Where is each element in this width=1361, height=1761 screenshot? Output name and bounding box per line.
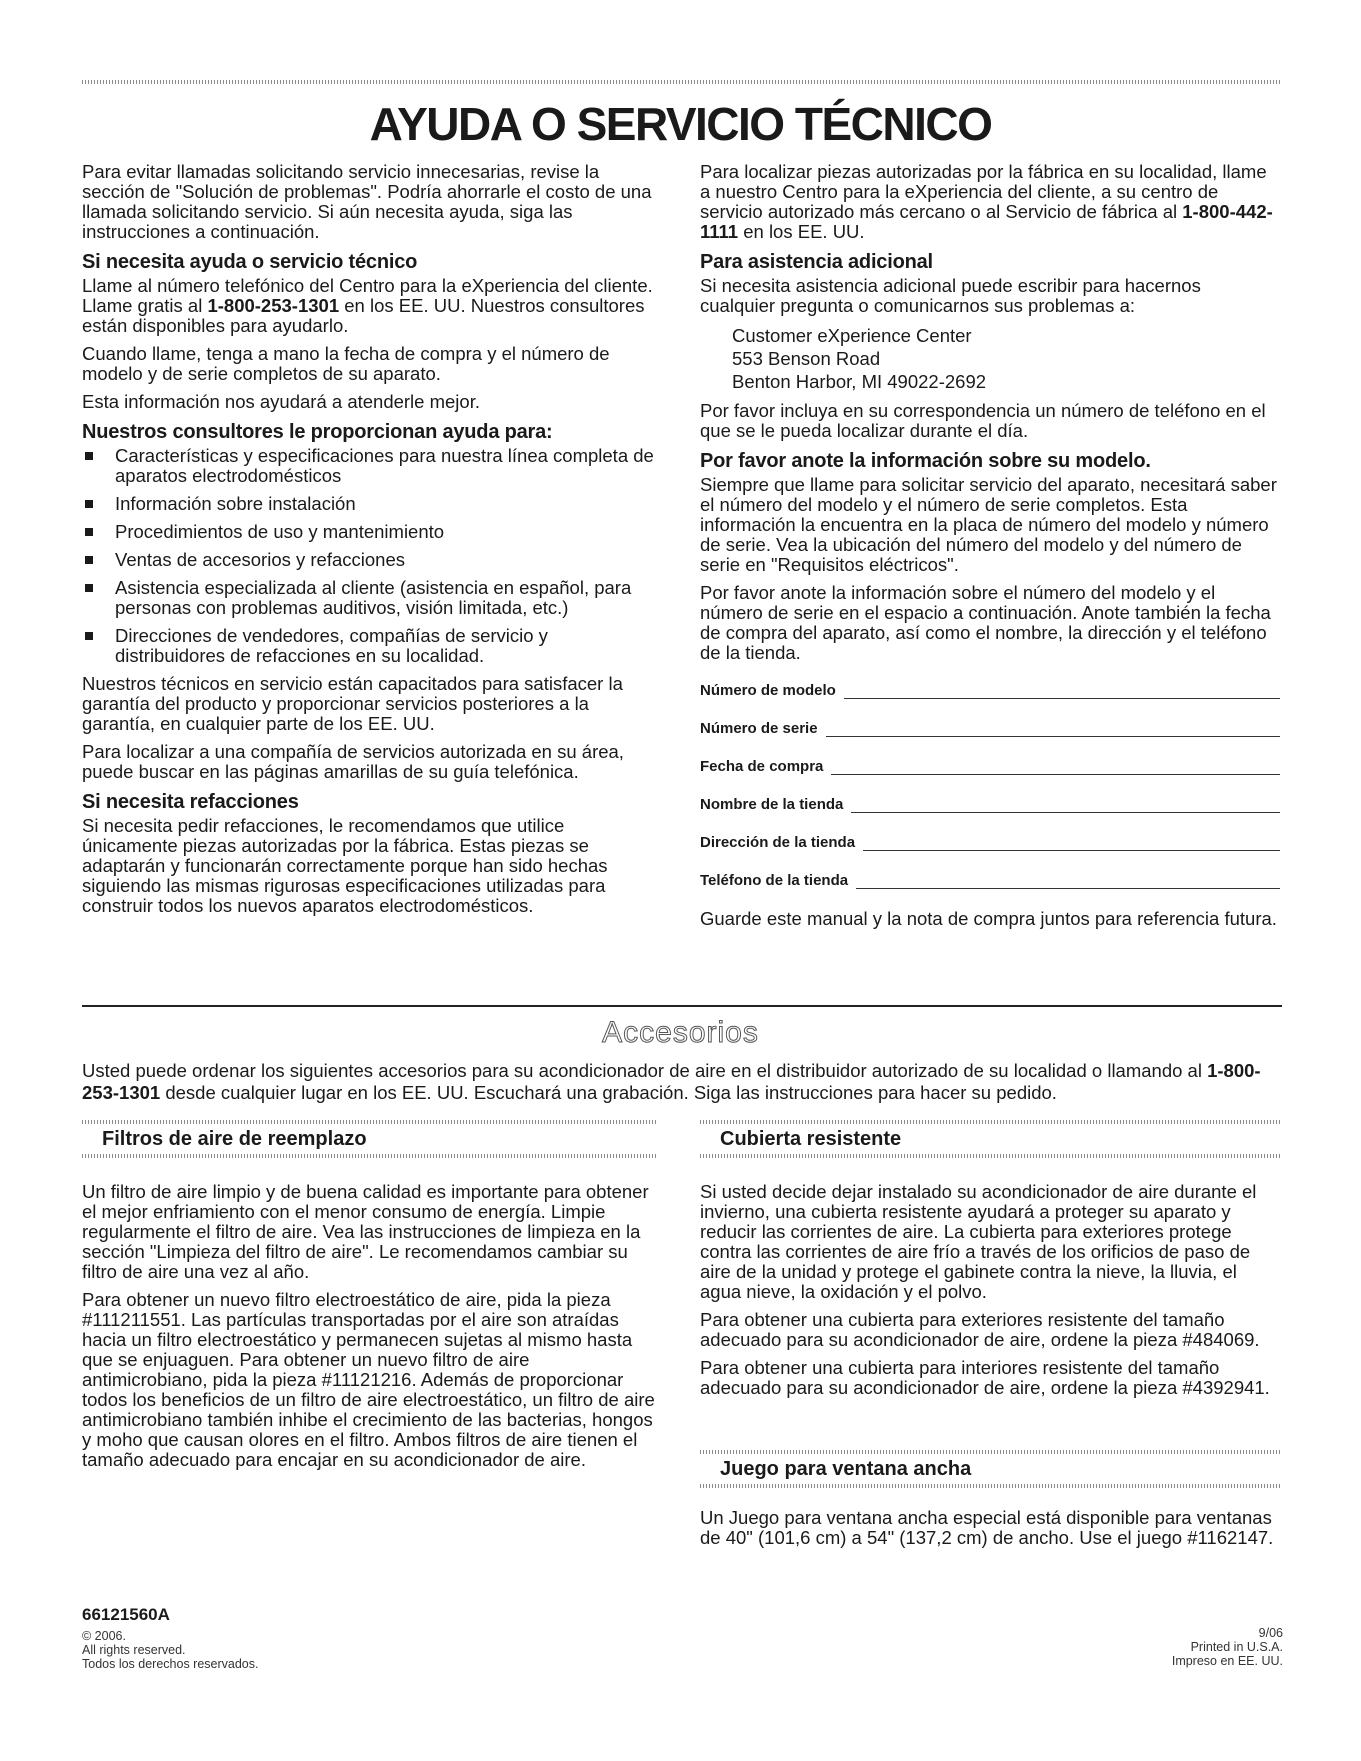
cover-paragraph-2: Para obtener una cubierta para exteriores resistente del tamaño adecuado para su acondicionador de aire, ordene la pieza #484069. (700, 1309, 1260, 1350)
cover-body (700, 1182, 1280, 1406)
model-info-paragraph-2: Por favor anote la información sobre el número del modelo y el número de serie en el espacio a continuación. Anote también la fecha de compra del aparato, así como el nombre, la dirección y el teléfono de la tienda. (700, 582, 1271, 663)
parts-heading: Si necesita refacciones (82, 791, 299, 813)
cover-section-header (700, 1120, 1280, 1158)
hatch-rule (82, 1154, 657, 1158)
section-divider (82, 1005, 1282, 1007)
filters-heading: Filtros de aire de reemplazo (102, 1128, 367, 1150)
accessories-intro-text-a: Usted puede ordenar los siguientes accesorios para su acondicionador de aire en el distribuidor autorizado de su localidad o llamando al (82, 1060, 1208, 1081)
cover-paragraph-1: Si usted decide dejar instalado su acondicionador de aire durante el invierno, una cubierta resistente ayudará a proteger su aparato y reducir las corrientes de aire. La cubierta para exteriores protege contra las corrientes de aire frío a través de los orificios de paso de aire de la unidad y protege el gabinete contra la nieve, la lluvia, el agua nieve, la oxidación y el polvo. (700, 1181, 1257, 1302)
form-label: Dirección de la tienda (700, 834, 856, 851)
accessories-phone-number: 1-800-253-1301 (82, 1060, 1261, 1103)
list-item: Direcciones de vendedores, compañías de servicio y distribuidores de refacciones en su localidad. (82, 626, 657, 666)
form-line-store-name (700, 785, 1280, 823)
copyright: © 2006. (82, 1629, 126, 1643)
parts-locate-paragraph (700, 162, 1280, 242)
form-label: Número de modelo (700, 682, 836, 699)
rights-spanish: Todos los derechos reservados. (82, 1657, 259, 1671)
write-in-line (826, 736, 1280, 737)
yellow-pages-paragraph: Para localizar a una compañía de servicios autorizada en su área, puede buscar en las páginas amarillas de su guía telefónica. (82, 741, 624, 782)
list-item: Características y especificaciones para nuestra línea completa de aparatos electrodomésticos (82, 446, 657, 486)
keep-manual-note: Guarde este manual y la nota de compra juntos para referencia futura. (700, 908, 1277, 929)
accessories-intro-text-b: desde cualquier lugar en los EE. UU. Escuchará una grabación. Siga las instrucciones para hacer su pedido. (160, 1082, 1057, 1103)
help-heading: Si necesita ayuda o servicio técnico (82, 251, 418, 273)
parts-locate-text-a: Para localizar piezas autorizadas por la fábrica en su localidad, llame a nuestro Centro para la eXperiencia del cliente, a su centro de servicio autorizado más cercano o al Servicio de fábrica al (700, 161, 1267, 222)
form-line-store-phone (700, 861, 1280, 899)
form-line-serial-number (700, 709, 1280, 747)
list-item: Ventas de accesorios y refacciones (82, 550, 657, 570)
model-info-paragraph-1: Siempre que llame para solicitar servicio del aparato, necesitará saber el número del modelo y el número de serie completos. Esta información la encuentra en la placa de número del modelo y número de serie. Vea la ubicación del número del modelo y del número de serie en "Requisitos eléctricos". (700, 474, 1277, 575)
parts-locate-text-b: en los EE. UU. (738, 221, 865, 242)
write-in-line (863, 850, 1280, 851)
address-line: Benton Harbor, MI 49022-2692 (732, 371, 987, 392)
cover-heading: Cubierta resistente (720, 1128, 902, 1150)
form-line-store-address (700, 823, 1280, 861)
help-paragraph-3: Esta información nos ayudará a atenderle mejor. (82, 391, 480, 412)
left-column (82, 162, 657, 924)
factory-service-phone: 1-800-442-1111 (700, 201, 1273, 242)
mailing-address (732, 324, 1280, 393)
technicians-paragraph: Nuestros técnicos en servicio están capacitados para satisfacer la garantía del producto y proporcionar servicios posteriores a la garantía, en cualquier parte de los EE. UU. (82, 673, 623, 734)
assistance-heading: Para asistencia adicional (700, 251, 933, 273)
hatch-rule (700, 1154, 1280, 1158)
list-item: Procedimientos de uso y mantenimiento (82, 522, 657, 542)
accessories-title: Accesorios (602, 1016, 759, 1049)
address-line: 553 Benson Road (732, 348, 881, 369)
window-kit-heading: Juego para ventana ancha (720, 1458, 972, 1480)
help-paragraph-1 (82, 276, 657, 336)
filters-paragraph-2: Para obtener un nuevo filtro electroestático de aire, pida la pieza #111211551. Las partículas transportadas por el aire son atraídas hacia un filtro electroestático y permanecen sujetas al mismo hasta que se enjuaguen. Para obtener un nuevo filtro de aire antimicrobiano, pida la pieza #11121216. Además de proporcionar todos los beneficios de un filtro de aire electroestático, un filtro de aire antimicrobiano también inhibe el crecimiento de las bacterias, hongos y moho que causan olores en el filtro. Ambos filtros de aire tienen el tamaño adecuado para encajar en su acondicionador de aire. (82, 1289, 655, 1470)
help-text-a: Llame al número telefónico del Centro para la eXperiencia del cliente. Llame gratis al (82, 275, 653, 316)
form-label: Teléfono de la tienda (700, 872, 849, 889)
form-label: Fecha de compra (700, 758, 824, 775)
parts-paragraph: Si necesita pedir refacciones, le recomendamos que utilice únicamente piezas autorizadas por la fábrica. Estas piezas se adaptarán y funcionarán correctamente porque han sido hechas siguiendo las mismas rigurosas especificaciones utilizadas para construir todos los nuevos aparatos electrodomésticos. (82, 815, 608, 916)
write-in-line (831, 774, 1280, 775)
footer-right (1172, 1626, 1283, 1668)
intro-paragraph: Para evitar llamadas solicitando servicio innecesarias, revise la sección de "Solución de problemas". Podría ahorrarle el costo de una llamada solicitando servicio. Si aún necesita ayuda, siga las instrucciones a continuación. (82, 161, 652, 242)
write-in-line (844, 698, 1280, 699)
form-line-purchase-date (700, 747, 1280, 785)
cover-paragraph-3: Para obtener una cubierta para interiores resistente del tamaño adecuado para su acondicionador de aire, ordene la pieza #4392941. (700, 1357, 1270, 1398)
consultants-heading: Nuestros consultores le proporcionan ayuda para: (82, 421, 553, 443)
printed-english: Printed in U.S.A. (1190, 1640, 1283, 1654)
phone-note-paragraph: Por favor incluya en su correspondencia un número de teléfono en el que se le pueda localizar durante el día. (700, 400, 1266, 441)
filters-section-header (82, 1120, 657, 1158)
accessories-intro (82, 1060, 1282, 1104)
window-kit-body (700, 1508, 1280, 1556)
help-phone-number: 1-800-253-1301 (207, 295, 340, 316)
form-label: Número de serie (700, 720, 818, 737)
page-title: AYUDA O SERVICIO TÉCNICO (369, 98, 992, 150)
address-line: Customer eXperience Center (732, 325, 972, 346)
record-form (700, 671, 1280, 899)
rights-english: All rights reserved. (82, 1643, 186, 1657)
document-number: 66121560A (82, 1605, 170, 1624)
filters-paragraph-1: Un filtro de aire limpio y de buena calidad es importante para obtener el mejor enfriamiento con el menor consumo de energía. Limpie regularmente el filtro de aire. Vea las instrucciones de limpieza en la sección "Limpieza del filtro de aire". Le recomendamos cambiar su filtro de aire una vez al año. (82, 1181, 649, 1282)
form-line-model-number (700, 671, 1280, 709)
form-label: Nombre de la tienda (700, 796, 844, 813)
printed-spanish: Impreso en EE. UU. (1171, 1654, 1283, 1668)
list-item: Asistencia especializada al cliente (asistencia en español, para personas con problemas auditivos, visión limitada, etc.) (82, 578, 657, 618)
hatch-rule (700, 1450, 1280, 1454)
write-in-line (856, 888, 1280, 889)
window-kit-paragraph: Un Juego para ventana ancha especial está disponible para ventanas de 40" (101,6 cm) a 54" (137,2 cm) de ancho. Use el juego #1162147. (700, 1507, 1274, 1548)
top-hatch-rule (82, 80, 1282, 84)
window-kit-section-header (700, 1450, 1280, 1488)
footer-left (82, 1605, 258, 1671)
write-in-line (851, 812, 1280, 813)
help-paragraph-2: Cuando llame, tenga a mano la fecha de compra y el número de modelo y de serie completos de su aparato. (82, 343, 610, 384)
hatch-rule (82, 1120, 657, 1124)
help-text-b: en los EE. UU. Nuestros consultores están disponibles para ayudarlo. (82, 295, 645, 336)
hatch-rule (700, 1120, 1280, 1124)
model-info-heading: Por favor anote la información sobre su modelo. (700, 450, 1151, 472)
filters-body (82, 1182, 657, 1478)
consultants-list (82, 446, 657, 666)
hatch-rule (700, 1484, 1280, 1488)
right-column (700, 162, 1280, 937)
list-item: Información sobre instalación (82, 494, 657, 514)
print-date: 9/06 (1258, 1626, 1283, 1640)
assistance-paragraph: Si necesita asistencia adicional puede escribir para hacernos cualquier pregunta o comunicarnos sus problemas a: (700, 275, 1201, 316)
